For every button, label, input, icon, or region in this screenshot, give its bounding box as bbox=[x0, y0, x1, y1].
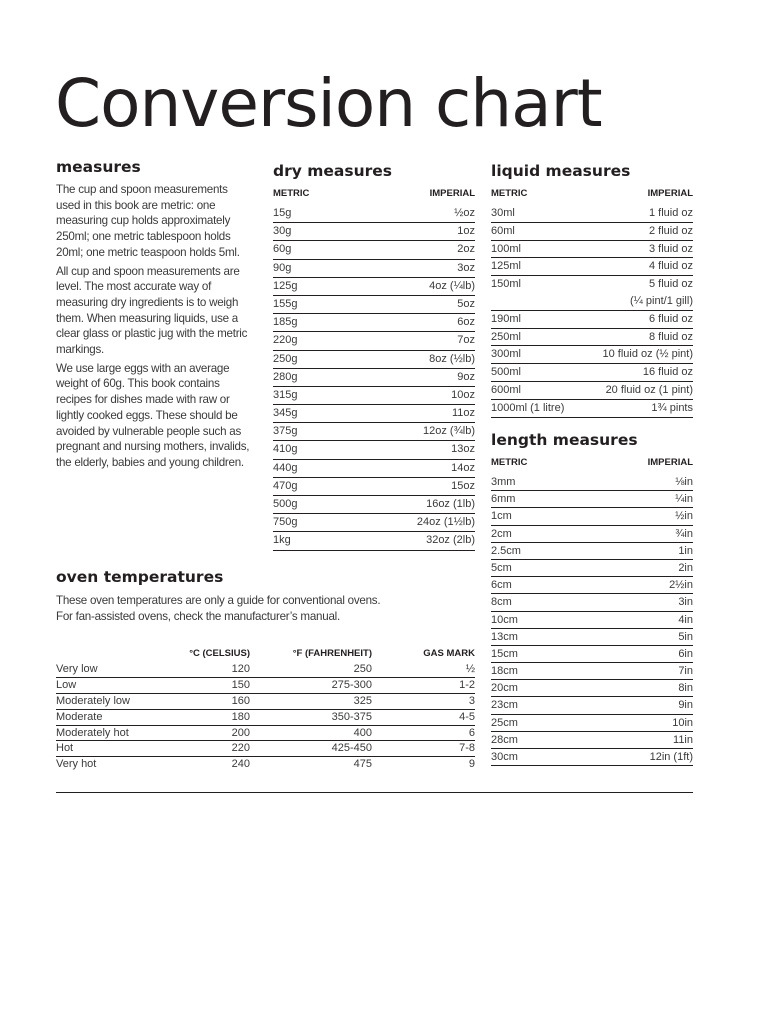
table-row bbox=[491, 612, 693, 629]
length-measures-section bbox=[491, 430, 693, 766]
metric-cell: 30g bbox=[273, 225, 292, 238]
metric-cell: 13cm bbox=[491, 630, 518, 643]
table-row bbox=[491, 276, 693, 293]
table-row bbox=[273, 514, 475, 532]
metric-cell: 25cm bbox=[491, 716, 518, 729]
imperial-cell: 10in bbox=[672, 716, 693, 729]
table-row bbox=[273, 423, 475, 441]
liquid-measures-heading: liquid measures bbox=[491, 162, 631, 180]
oven-label-cell: Hot bbox=[56, 742, 74, 755]
imperial-cell: 1 fluid oz bbox=[648, 207, 693, 219]
imperial-cell: 24oz (1½lb) bbox=[416, 516, 475, 529]
table-row bbox=[491, 346, 693, 364]
metric-cell: 150ml bbox=[491, 278, 521, 291]
imperial-cell: 16oz (1lb) bbox=[426, 498, 475, 510]
metric-cell: 2.5cm bbox=[491, 544, 521, 557]
metric-cell: 155g bbox=[273, 297, 298, 310]
imperial-cell: 32oz (2lb) bbox=[426, 534, 475, 547]
measures-paragraph: The cup and spoon measurements used in this book are metric: one measuring cup holds approximately 250ml; one metric tablespoon holds 20ml; one metric teaspoon holds 5ml. bbox=[56, 183, 240, 259]
metric-cell: 5cm bbox=[491, 561, 512, 574]
gas-mark-cell: 6 bbox=[468, 726, 475, 739]
imperial-cell: ¾in bbox=[675, 527, 693, 540]
length-col-metric: METRIC bbox=[491, 457, 528, 468]
table-row bbox=[491, 205, 693, 223]
metric-cell: 125ml bbox=[491, 260, 521, 273]
metric-cell: 375g bbox=[273, 425, 298, 438]
metric-cell: 28cm bbox=[491, 733, 518, 746]
table-row bbox=[56, 694, 475, 710]
imperial-cell: 2½in bbox=[669, 579, 693, 592]
imperial-cell: 5oz bbox=[457, 297, 475, 310]
imperial-cell: 13oz bbox=[451, 443, 475, 456]
metric-cell: 90g bbox=[273, 261, 292, 274]
table-row bbox=[491, 646, 693, 663]
imperial-cell: 14oz bbox=[451, 461, 475, 474]
dry-col-metric: METRIC bbox=[273, 188, 310, 199]
oven-temperatures-heading: oven temperatures bbox=[56, 568, 224, 586]
oven-label-cell: Low bbox=[56, 679, 77, 692]
imperial-cell: 20 fluid oz (1 pint) bbox=[605, 383, 693, 396]
imperial-cell: 6in bbox=[678, 647, 693, 660]
fahrenheit-cell: 425-450 bbox=[331, 742, 372, 755]
imperial-cell: 2 fluid oz bbox=[648, 224, 693, 237]
imperial-cell: 3oz bbox=[457, 261, 475, 274]
table-row bbox=[273, 260, 475, 278]
table-row bbox=[491, 663, 693, 680]
imperial-cell: 6 fluid oz bbox=[648, 312, 693, 325]
metric-cell: 250ml bbox=[491, 330, 521, 343]
oven-label-cell: Very hot bbox=[56, 758, 97, 771]
oven-intro bbox=[56, 593, 475, 624]
fahrenheit-cell: 475 bbox=[353, 758, 372, 771]
metric-cell: 750g bbox=[273, 516, 298, 529]
table-row bbox=[56, 662, 475, 678]
metric-cell: 100ml bbox=[491, 242, 521, 255]
measures-paragraph: We use large eggs with an average weight of 60g. This book contains recipes for dishes made with raw or lightly cooked eggs. These should be avoided by vulnerable people such as pregnant and nursing mothers, invalids, the elderly, babies and young children. bbox=[56, 361, 250, 469]
gas-mark-cell: 7-8 bbox=[459, 742, 475, 755]
imperial-cell: 2in bbox=[678, 561, 693, 574]
table-row bbox=[273, 478, 475, 496]
fahrenheit-cell: 325 bbox=[353, 695, 372, 707]
liquid-measures-section bbox=[491, 161, 693, 418]
metric-cell: 440g bbox=[273, 461, 298, 474]
imperial-cell: 11in bbox=[673, 733, 693, 746]
table-row bbox=[491, 715, 693, 732]
table-row bbox=[273, 532, 475, 550]
table-row bbox=[491, 680, 693, 697]
table-row bbox=[273, 278, 475, 296]
table-row bbox=[491, 329, 693, 347]
metric-cell: 190ml bbox=[491, 312, 521, 325]
gas-mark-cell: 4-5 bbox=[459, 710, 475, 723]
oven-label-cell: Moderately low bbox=[56, 695, 130, 707]
metric-cell: 345g bbox=[273, 407, 298, 420]
imperial-cell: 3in bbox=[678, 596, 693, 609]
imperial-cell: 12oz (¾lb) bbox=[423, 425, 475, 438]
metric-cell: 185g bbox=[273, 316, 298, 329]
table-row bbox=[56, 726, 475, 742]
table-row bbox=[491, 629, 693, 646]
metric-cell: 60g bbox=[273, 243, 292, 256]
imperial-cell: 1¾ pints bbox=[651, 401, 693, 414]
metric-cell: 125g bbox=[273, 279, 298, 292]
measures-paragraph: All cup and spoon measurements are level. The most accurate way of measuring dry ingredients is to weigh them. When measuring liquids, use a clear glass or plastic jug with the metric markings. bbox=[56, 264, 248, 357]
table-row bbox=[491, 594, 693, 611]
fahrenheit-cell: 275-300 bbox=[331, 679, 372, 692]
table-row bbox=[273, 332, 475, 350]
length-col-imperial: IMPERIAL bbox=[647, 457, 693, 468]
gas-mark-cell: 3 bbox=[468, 695, 475, 707]
table-row bbox=[491, 508, 693, 525]
metric-cell: 600ml bbox=[491, 383, 521, 396]
metric-cell: 300ml bbox=[491, 348, 521, 361]
table-row bbox=[273, 241, 475, 259]
table-row bbox=[56, 710, 475, 726]
dry-measures-heading: dry measures bbox=[273, 162, 393, 180]
metric-cell: 1kg bbox=[273, 534, 291, 547]
imperial-cell: 10 fluid oz (½ pint) bbox=[602, 348, 693, 361]
table-row bbox=[491, 364, 693, 382]
liquid-col-metric: METRIC bbox=[491, 188, 528, 199]
liquid-table-header bbox=[491, 187, 693, 205]
table-row-continuation bbox=[491, 293, 693, 311]
oven-label-cell: Moderate bbox=[56, 710, 103, 723]
oven-col-gas: GAS MARK bbox=[423, 648, 475, 660]
imperial-note-cell: (¼ pint/1 gill) bbox=[630, 294, 693, 307]
imperial-cell: ⅛in bbox=[675, 476, 693, 488]
metric-cell: 1cm bbox=[491, 510, 512, 523]
table-row bbox=[491, 560, 693, 577]
table-row bbox=[491, 491, 693, 508]
table-row bbox=[491, 382, 693, 400]
oven-table-header bbox=[56, 646, 475, 662]
liquid-col-imperial: IMPERIAL bbox=[647, 188, 693, 199]
measures-section bbox=[56, 157, 252, 471]
table-row bbox=[491, 577, 693, 594]
imperial-cell: 15oz bbox=[451, 479, 475, 492]
table-row bbox=[491, 732, 693, 749]
length-measures-heading: length measures bbox=[491, 431, 638, 449]
imperial-cell: 12in (1ft) bbox=[649, 751, 693, 763]
fahrenheit-cell: 350-375 bbox=[331, 710, 372, 723]
gas-mark-cell: ½ bbox=[465, 663, 475, 676]
celsius-cell: 240 bbox=[231, 758, 250, 771]
table-row bbox=[273, 351, 475, 369]
metric-cell: 250g bbox=[273, 352, 298, 365]
fahrenheit-cell: 400 bbox=[353, 726, 372, 739]
table-row bbox=[491, 474, 693, 491]
table-row bbox=[273, 369, 475, 387]
celsius-cell: 150 bbox=[231, 679, 250, 692]
imperial-cell: ½in bbox=[675, 510, 693, 523]
table-row bbox=[491, 543, 693, 560]
metric-cell: 15cm bbox=[491, 647, 518, 660]
metric-cell: 60ml bbox=[491, 224, 515, 237]
table-row bbox=[491, 311, 693, 329]
metric-cell: 18cm bbox=[491, 665, 518, 678]
imperial-cell: 8in bbox=[678, 682, 693, 695]
metric-cell: 20cm bbox=[491, 682, 518, 695]
table-row bbox=[491, 697, 693, 714]
metric-cell: 2cm bbox=[491, 527, 512, 540]
celsius-cell: 120 bbox=[231, 663, 250, 676]
oven-col-celsius: °C (CELSIUS) bbox=[189, 648, 250, 660]
table-row bbox=[273, 223, 475, 241]
table-row bbox=[273, 296, 475, 314]
imperial-cell: 1in bbox=[678, 544, 693, 557]
table-row bbox=[491, 749, 693, 766]
imperial-cell: 2oz bbox=[457, 243, 475, 256]
metric-cell: 470g bbox=[273, 479, 298, 492]
imperial-cell: 11oz bbox=[451, 407, 475, 420]
table-row bbox=[56, 678, 475, 694]
metric-cell: 30cm bbox=[491, 751, 518, 763]
table-row bbox=[273, 405, 475, 423]
imperial-cell: 7oz bbox=[457, 334, 475, 347]
imperial-cell: ½oz bbox=[454, 207, 475, 219]
imperial-cell: 8oz (½lb) bbox=[429, 352, 475, 365]
gas-mark-cell: 1-2 bbox=[459, 679, 475, 692]
page-title: Conversion chart bbox=[55, 65, 602, 142]
imperial-cell: 6oz bbox=[457, 316, 475, 329]
celsius-cell: 160 bbox=[231, 695, 250, 707]
table-row bbox=[273, 205, 475, 223]
table-row bbox=[273, 387, 475, 405]
oven-label-cell: Moderately hot bbox=[56, 726, 129, 739]
table-row bbox=[491, 258, 693, 276]
metric-cell: 3mm bbox=[491, 476, 516, 488]
imperial-cell: 16 fluid oz bbox=[642, 366, 693, 379]
metric-cell: 500g bbox=[273, 498, 298, 510]
metric-cell: 6mm bbox=[491, 493, 516, 506]
imperial-cell: 4 fluid oz bbox=[648, 260, 693, 273]
table-row bbox=[491, 223, 693, 241]
oven-temperatures-section bbox=[56, 567, 475, 772]
imperial-cell: ¼in bbox=[675, 493, 693, 506]
metric-cell: 6cm bbox=[491, 579, 512, 592]
metric-cell: 315g bbox=[273, 388, 298, 401]
dry-table-header bbox=[273, 187, 475, 205]
imperial-cell: 4in bbox=[678, 613, 693, 626]
metric-cell: 15g bbox=[273, 207, 292, 219]
metric-cell: 410g bbox=[273, 443, 298, 456]
table-row bbox=[491, 241, 693, 259]
measures-heading: measures bbox=[56, 158, 141, 176]
celsius-cell: 200 bbox=[231, 726, 250, 739]
oven-intro-line: These oven temperatures are only a guide for conventional ovens. bbox=[56, 594, 381, 607]
metric-cell: 220g bbox=[273, 334, 298, 347]
length-table-header bbox=[491, 456, 693, 474]
oven-table bbox=[56, 646, 475, 772]
metric-cell: 23cm bbox=[491, 699, 518, 712]
dry-measures-section bbox=[273, 161, 475, 551]
imperial-cell: 3 fluid oz bbox=[648, 242, 693, 255]
dry-col-imperial: IMPERIAL bbox=[429, 188, 475, 199]
celsius-cell: 220 bbox=[231, 742, 250, 755]
table-row bbox=[56, 741, 475, 757]
table-row bbox=[273, 460, 475, 478]
imperial-cell: 8 fluid oz bbox=[648, 330, 693, 343]
oven-label-cell: Very low bbox=[56, 663, 98, 676]
imperial-cell: 1oz bbox=[457, 225, 475, 238]
metric-cell: 500ml bbox=[491, 366, 521, 379]
celsius-cell: 180 bbox=[231, 710, 250, 723]
bottom-divider bbox=[56, 792, 693, 793]
imperial-cell: 9in bbox=[678, 699, 693, 712]
oven-col-fahrenheit: °F (FAHRENHEIT) bbox=[292, 648, 372, 660]
oven-col-label bbox=[56, 646, 166, 662]
imperial-cell: 5 fluid oz bbox=[648, 278, 693, 291]
table-row bbox=[491, 526, 693, 543]
oven-intro-line: For fan-assisted ovens, check the manufacturer’s manual. bbox=[56, 609, 340, 623]
dry-table-body bbox=[273, 205, 475, 551]
oven-table-body bbox=[56, 662, 475, 772]
imperial-cell: 9oz bbox=[457, 370, 475, 383]
table-row bbox=[273, 441, 475, 459]
metric-cell: 10cm bbox=[491, 613, 518, 626]
table-row bbox=[56, 757, 475, 772]
metric-cell: 8cm bbox=[491, 596, 512, 609]
metric-cell: 280g bbox=[273, 370, 298, 383]
imperial-cell: 10oz bbox=[451, 388, 475, 401]
fahrenheit-cell: 250 bbox=[353, 663, 372, 676]
length-table-body bbox=[491, 474, 693, 766]
table-row bbox=[273, 314, 475, 332]
table-row bbox=[273, 496, 475, 514]
metric-cell: 1000ml (1 litre) bbox=[491, 401, 565, 414]
table-row bbox=[491, 400, 693, 418]
imperial-cell: 4oz (¼lb) bbox=[429, 279, 475, 292]
gas-mark-cell: 9 bbox=[468, 758, 475, 771]
imperial-cell: 7in bbox=[678, 665, 693, 678]
metric-cell: 30ml bbox=[491, 207, 515, 219]
imperial-cell: 5in bbox=[678, 630, 693, 643]
